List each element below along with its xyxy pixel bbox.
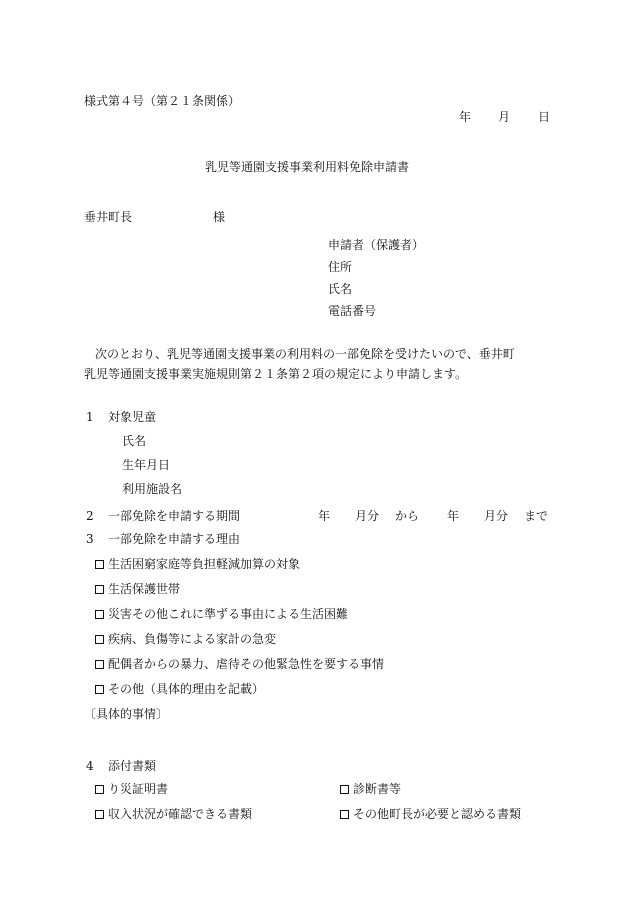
period-from-year: 年	[318, 509, 331, 523]
section1-number: 1	[86, 410, 94, 424]
document-label: 診断書等	[353, 782, 402, 796]
checkbox[interactable]	[95, 810, 104, 819]
reason-label: 生活保護世帯	[108, 582, 181, 596]
document-option[interactable]	[95, 808, 252, 820]
reason-label: 配偶者からの暴力、虐待その他緊急性を要する事情	[108, 657, 385, 671]
period-to-month: 月分	[484, 509, 509, 523]
checkbox[interactable]	[340, 785, 349, 794]
checkbox[interactable]	[95, 785, 104, 794]
form-number: 様式第４号（第２１条関係）	[84, 94, 241, 108]
section3-title: 一部免除を申請する理由	[108, 532, 241, 546]
section2-number: 2	[86, 509, 94, 523]
body-text-line2: 乳児等通園支援事業実施規則第２１条第２項の規定により申請します。	[84, 367, 468, 381]
checkbox[interactable]	[95, 685, 104, 694]
period-from-month: 月分	[355, 509, 380, 523]
reason-option[interactable]	[95, 583, 180, 595]
applicant-address-label: 住所	[328, 260, 353, 274]
child-facility-label: 利用施設名	[122, 482, 183, 496]
period-to-year: 年	[447, 509, 460, 523]
document-option[interactable]	[340, 808, 521, 820]
reason-label: 災害その他これに準ずる事由による生活困難	[108, 607, 349, 621]
applicant-phone-label: 電話番号	[328, 304, 377, 318]
checkbox[interactable]	[95, 660, 104, 669]
reason-label: 疾病、負傷等による家計の急変	[108, 632, 277, 646]
reason-option[interactable]	[95, 658, 384, 670]
checkbox[interactable]	[340, 810, 349, 819]
checkbox[interactable]	[95, 560, 104, 569]
child-name-label: 氏名	[122, 434, 147, 448]
document-option[interactable]	[340, 783, 401, 795]
period-to: まで	[524, 509, 549, 523]
document-option[interactable]	[95, 783, 168, 795]
body-text-line1: 次のとおり、乳児等通園支援事業の利用料の一部免除を受けたいので、垂井町	[95, 347, 515, 361]
section4-number: 4	[86, 759, 94, 773]
document-label: その他町長が必要と認める書類	[353, 807, 522, 821]
reason-option[interactable]	[95, 608, 348, 620]
child-birthdate-label: 生年月日	[122, 458, 171, 472]
checkbox[interactable]	[95, 635, 104, 644]
document-label: り災証明書	[108, 782, 169, 796]
date-day: 日	[538, 110, 551, 124]
reason-option[interactable]	[95, 683, 264, 695]
reason-label: 生活困窮家庭等負担軽減加算の対象	[108, 557, 301, 571]
addressee-honorific: 様	[213, 210, 226, 224]
period-from: から	[395, 509, 420, 523]
applicant-label: 申請者（保護者）	[328, 238, 425, 252]
section2-title: 一部免除を申請する期間	[108, 509, 241, 523]
reason-option[interactable]	[95, 633, 276, 645]
checkbox[interactable]	[95, 610, 104, 619]
checkbox[interactable]	[95, 585, 104, 594]
document-label: 収入状況が確認できる書類	[108, 807, 253, 821]
section3-number: 3	[86, 532, 94, 546]
applicant-name-label: 氏名	[328, 282, 353, 296]
date-month: 月	[498, 110, 511, 124]
details-label: 〔具体的事情〕	[84, 707, 169, 721]
section1-title: 対象児童	[108, 410, 157, 424]
document-title: 乳児等通園支援事業利用料免除申請書	[205, 160, 410, 174]
addressee-name: 垂井町長	[84, 210, 133, 224]
reason-label: その他（具体的理由を記載）	[108, 682, 265, 696]
section4-title: 添付書類	[108, 759, 157, 773]
reason-option[interactable]	[95, 558, 300, 570]
date-year: 年	[459, 110, 472, 124]
